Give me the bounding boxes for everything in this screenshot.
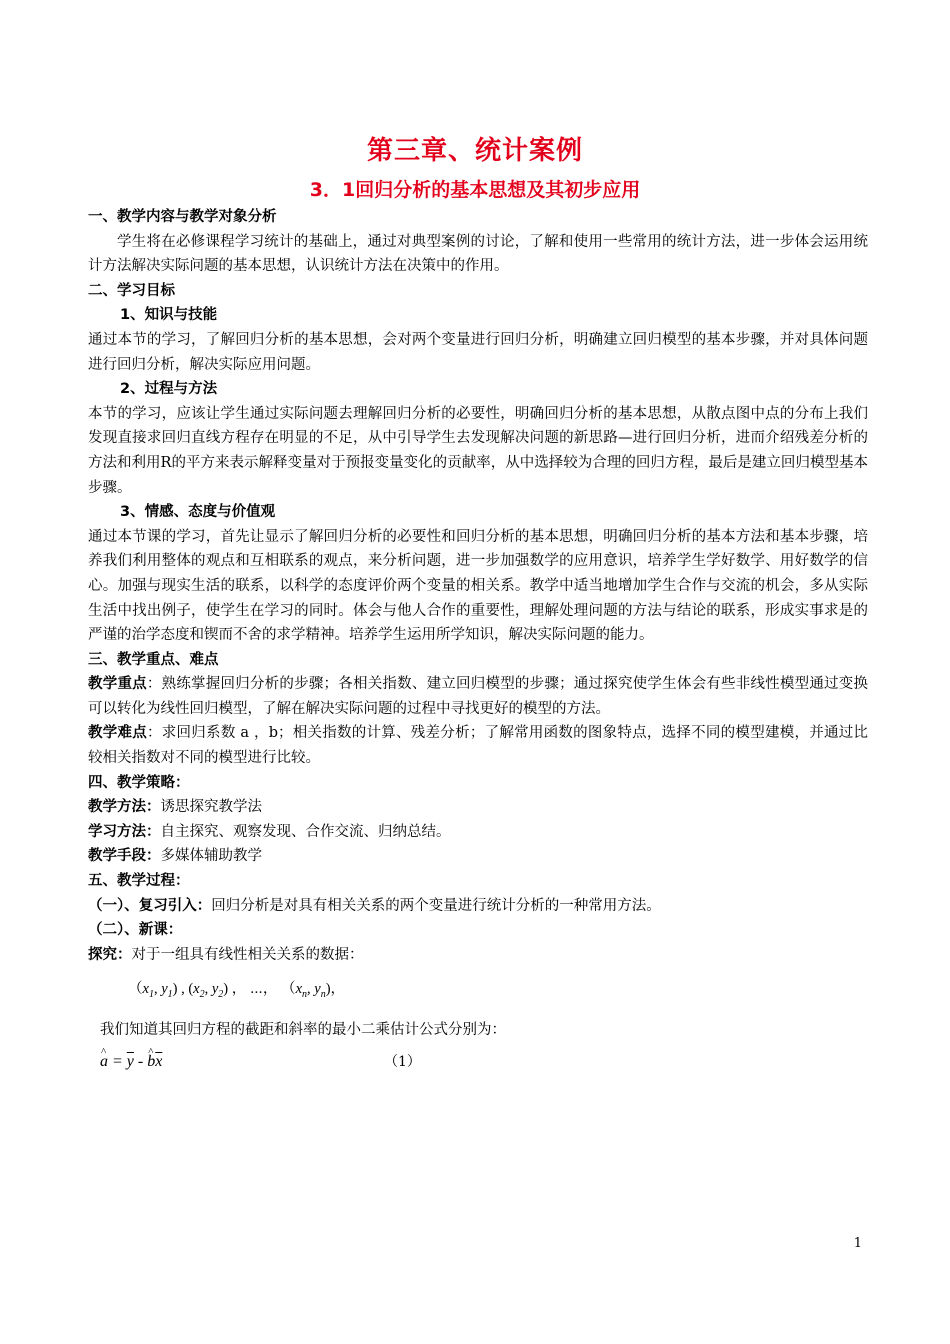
section-heading-4: 四、教学策略： <box>88 774 190 791</box>
strategy-means-label: 教学手段： <box>88 848 161 865</box>
section-heading-2: 二、学习目标 <box>88 282 175 299</box>
goal-heading-attitude: 3、情感、态度与价值观 <box>120 504 276 521</box>
explore-label: 探究： <box>88 946 132 963</box>
new-lesson-label: （二）、新课： <box>88 922 183 939</box>
review-paragraph <box>88 894 868 919</box>
page-title: 第三章、统计案例 <box>366 136 583 166</box>
goal-text-knowledge: 通过本节的学习，了解回归分析的基本思想，会对两个变量进行回归分析，明确建立回归模型的基本步骤，并对具体问题进行回归分析，解决实际应用问题。 <box>88 331 868 373</box>
difficult-points-paragraph <box>88 721 868 770</box>
goal-heading-process: 2、过程与方法 <box>120 381 218 398</box>
strategy-method <box>88 795 868 820</box>
page-subtitle: 3．1回归分析的基本思想及其初步应用 <box>309 179 641 201</box>
section-heading-3: 三、教学重点、难点 <box>88 651 219 668</box>
strategy-means-text: 多媒体辅助教学 <box>160 848 262 865</box>
page-number: 1 <box>853 1236 862 1251</box>
key-points-paragraph <box>88 672 868 721</box>
strategy-method-text: 诱思探究教学法 <box>160 799 262 816</box>
goal-text-attitude: 通过本节课的学习，首先让显示了解回归分析的必要性和回归分析的基本思想，明确回归分析的基本方法和基本步骤，培养我们利用整体的观点和互相联系的观点，来分析问题，进一步加强数学的应用意识，培养学生学好数学、用好数学的信心。加强与现实生活的联系，以科学的态度评价两个变量的相关系。教学中适当地增加学生合作与交流的机会，多从实际生活中找出例子，使学生在学习的同时。体会与他人合作的重要性，理解处理问题的方法与结论的联系，形成实事求是的严谨的治学态度和锲而不舍的求学精神。培养学生运用所学知识，解决实际问题的能力。 <box>88 528 868 644</box>
key-points-label: 教学重点 <box>88 676 147 693</box>
explore-text: 对于一组具有线性相关关系的数据： <box>131 946 364 963</box>
intercept-equation: ^ $a = \overline{y}$ - ^ $b\overline{x}$ <box>100 1050 162 1075</box>
data-pairs-formula: （$x_1$, $y_1$) , ($x_2$, $y_2$) ， ⋯， （$x_n$, $y_n$)， <box>128 981 346 1001</box>
section-heading-5: 五、教学过程： <box>88 873 190 890</box>
goal-heading-knowledge: 1、知识与技能 <box>120 307 218 324</box>
goal-text-process: 本节的学习，应该让学生通过实际问题去理解回归分析的必要性，明确回归分析的基本思想，从散点图中点的分布上我们发现直接求回归直线方程存在明显的不足，从中引导学生去发现解决问题的新思路—进行回归分析，进而介绍残差分析的方法和利用R的平方来表示解释变量对于预报变量变化的贡献率，从中选择较为合理的回归方程，最后是建立回归模型基本步骤。 <box>88 405 868 496</box>
strategy-learning-label: 学习方法： <box>88 823 161 840</box>
key-points-text: ：熟练掌握回归分析的步骤；各相关指数、建立回归模型的步骤；通过探究使学生体会有些非线性模型通过变换可以转化为线性回归模型，了解在解决实际问题的过程中寻找更好的模型的方法。 <box>88 676 869 717</box>
review-text: 回归分析是对具有相关关系的两个变量进行统计分析的一种常用方法。 <box>211 897 661 914</box>
explore-paragraph <box>88 943 868 968</box>
review-label: （一）、复习引入： <box>88 897 212 914</box>
difficult-points-label: 教学难点 <box>88 725 148 742</box>
difficult-points-text: ：求回归系数 a ，b；相关指数的计算、残差分析；了解常用函数的图象特点，选择不同的模型建模，并通过比较相关指数对不同的模型进行比较。 <box>88 725 868 767</box>
least-squares-intro: 我们知道其回归方程的截距和斜率的最小二乘估计公式分别为： <box>100 1021 506 1038</box>
equation-number: （1） <box>384 1054 421 1071</box>
strategy-method-label: 教学方法： <box>88 799 161 816</box>
strategy-means <box>88 844 868 869</box>
intercept-equation-row <box>88 1048 868 1076</box>
strategy-learning-text: 自主探究、观察发现、合作交流、归纳总结。 <box>160 823 451 840</box>
strategy-learning <box>88 820 868 845</box>
document-body <box>88 205 868 1076</box>
section-heading-1: 一、教学内容与教学对象分析 <box>88 209 277 225</box>
section-1-text: 学生将在必修课程学习统计的基础上，通过对典型案例的讨论，了解和使用一些常用的统计方法，进一步体会运用统计方法解决实际问题的基本思想，认识统计方法在决策中的作用。 <box>88 233 868 275</box>
